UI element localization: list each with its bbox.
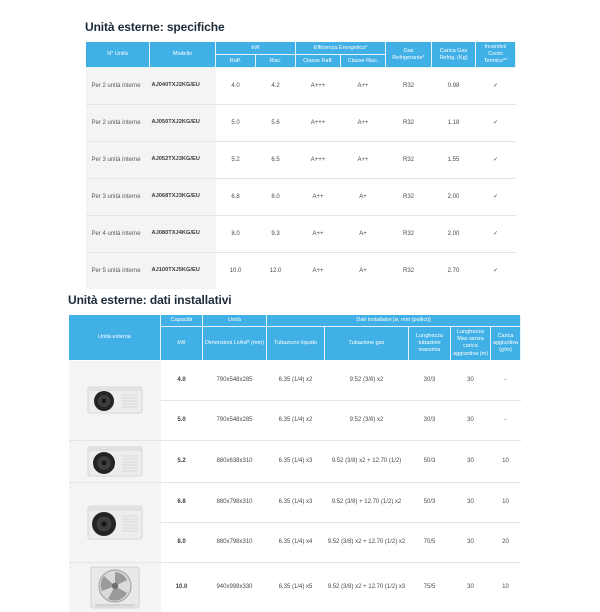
cell-classe-raff: A+++ [296, 142, 341, 179]
col-header-kw-raff: Raff. [216, 55, 256, 68]
cell-capacita: 6.8 [161, 482, 203, 522]
cell-lunghezza-max: 30 [451, 522, 491, 562]
cell-kw-risc: 12.0 [256, 253, 296, 290]
spec-table-row [86, 253, 516, 290]
cell-lunghezza-tubazioni: 50/3 [409, 440, 451, 482]
cell-carica: 1.55 [432, 142, 476, 179]
cell-dimensioni: 790x548x285 [203, 360, 267, 400]
cell-gas: R32 [386, 253, 432, 290]
col-header-carica-gas: Carica Gas Refrig. (Kg) [432, 42, 476, 68]
cell-tubazione-liquido: 6.35 (1/4) x4 [267, 522, 325, 562]
cell-kw-risc: 6.5 [256, 142, 296, 179]
col-group-efficienza: Efficienza Energetica* [296, 42, 386, 55]
col-header-incentivi: Incentivi/ Conto Termico** [476, 42, 516, 68]
cell-capacita: 8.0 [161, 522, 203, 562]
col-header-classe-raff: Classe Raff. [296, 55, 341, 68]
cell-model: AJ052TXJ3KG/EU [150, 142, 216, 179]
cell-classe-risc: A+ [341, 179, 386, 216]
cell-dimensioni: 790x548x285 [203, 400, 267, 440]
cell-capacita: 10.0 [161, 562, 203, 612]
install-section [68, 293, 520, 612]
col-header-gas: Gas Refrigerante* [386, 42, 432, 68]
cell-capacita: 5.2 [161, 440, 203, 482]
cell-unit-count: Per 2 unità interne [86, 68, 150, 105]
cell-kw-raff: 6.8 [216, 179, 256, 216]
col-header-unit-count: N° Unità [86, 42, 150, 68]
cell-model: AJ080TXJ4KG/EU [150, 216, 216, 253]
incentivo-checkmark: ✓ [476, 68, 516, 105]
cell-tubazione-gas: 9.52 (3/8) x2 + 12.70 (1/2) x2 [325, 522, 409, 562]
outdoor-unit-image [69, 562, 161, 612]
cell-classe-risc: A++ [341, 68, 386, 105]
col-header-lunghezza-tubazioni: Lunghezza tubazioni massima [409, 327, 451, 361]
cell-unit-count: Per 3 unità interne [86, 179, 150, 216]
cell-carica-aggiuntiva: 20 [491, 522, 521, 562]
spec-table-row [86, 68, 516, 105]
cell-lunghezza-max: 30 [451, 440, 491, 482]
install-table-title: Unità esterne: dati installativi [68, 293, 232, 307]
incentivo-checkmark: ✓ [476, 253, 516, 290]
cell-unit-count: Per 4 unità interne [86, 216, 150, 253]
cell-gas: R32 [386, 216, 432, 253]
col-group-kw: kW [216, 42, 296, 55]
cell-kw-risc: 9.3 [256, 216, 296, 253]
col-header-capacita: Capacità [161, 315, 203, 327]
col-header-kw-risc: Risc. [256, 55, 296, 68]
cell-tubazione-gas: 9.52 (3/8) x2 [325, 400, 409, 440]
cell-dimensioni: 940x998x330 [203, 562, 267, 612]
cell-tubazione-gas: 9.52 (3/8) x2 + 12.70 (1/2) [325, 440, 409, 482]
install-table-row [69, 482, 521, 522]
cell-gas: R32 [386, 105, 432, 142]
cell-dimensioni: 880x638x310 [203, 440, 267, 482]
cell-tubazione-liquido: 6.35 (1/4) x2 [267, 360, 325, 400]
cell-tubazione-liquido: 6.35 (1/4) x3 [267, 482, 325, 522]
outdoor-unit-image [69, 440, 161, 482]
incentivo-checkmark: ✓ [476, 179, 516, 216]
cell-lunghezza-tubazioni: 75/5 [409, 562, 451, 612]
cell-gas: R32 [386, 68, 432, 105]
cell-model: AJ040TXJ2KG/EU [150, 68, 216, 105]
col-header-dimensioni: Dimensioni LxAxP (mm) [203, 327, 267, 361]
cell-kw-raff: 5.2 [216, 142, 256, 179]
cell-lunghezza-max: 30 [451, 360, 491, 400]
cell-carica: 2.00 [432, 216, 476, 253]
cell-model: AJ100TXJ5KG/EU [150, 253, 216, 290]
cell-model: AJ050TXJ2KG/EU [150, 105, 216, 142]
spec-table-row [86, 142, 516, 179]
cell-kw-raff: 10.0 [216, 253, 256, 290]
cell-carica-aggiuntiva: - [491, 360, 521, 400]
cell-capacita: 4.0 [161, 360, 203, 400]
spec-table-row [86, 179, 516, 216]
cell-kw-raff: 4.0 [216, 68, 256, 105]
col-header-classe-risc: Classe Risc. [341, 55, 386, 68]
cell-carica: 2.70 [432, 253, 476, 290]
col-header-unita: Unità [203, 315, 267, 327]
col-header-tubazione-liquido: Tubazione liquido [267, 327, 325, 361]
col-header-kw: kW [161, 327, 203, 361]
col-header-lunghezza-max: Lunghezza Max senza carica aggiuntiva (m) [451, 327, 491, 361]
cell-lunghezza-tubazioni: 70/5 [409, 522, 451, 562]
incentivo-checkmark: ✓ [476, 105, 516, 142]
cell-kw-risc: 4.2 [256, 68, 296, 105]
cell-carica-aggiuntiva: - [491, 400, 521, 440]
cell-classe-raff: A+++ [296, 68, 341, 105]
cell-lunghezza-max: 30 [451, 562, 491, 612]
spec-table-row [86, 216, 516, 253]
cell-kw-raff: 8.0 [216, 216, 256, 253]
cell-classe-risc: A+ [341, 216, 386, 253]
cell-lunghezza-max: 30 [451, 482, 491, 522]
cell-lunghezza-tubazioni: 30/3 [409, 400, 451, 440]
cell-tubazione-gas: 9.52 (3/8) x2 [325, 360, 409, 400]
cell-model: AJ068TXJ3KG/EU [150, 179, 216, 216]
col-header-model: Modello [150, 42, 216, 68]
install-table-row [69, 562, 521, 612]
cell-carica-aggiuntiva: 10 [491, 440, 521, 482]
col-header-tubazione-gas: Tubazione gas [325, 327, 409, 361]
cell-carica: 2.00 [432, 179, 476, 216]
col-header-unita-esterna: Unità esterna [69, 315, 161, 361]
spec-section [85, 20, 515, 289]
cell-capacita: 5.0 [161, 400, 203, 440]
cell-gas: R32 [386, 142, 432, 179]
cell-carica-aggiuntiva: 10 [491, 482, 521, 522]
outdoor-unit-image [69, 360, 161, 440]
cell-carica: 0.98 [432, 68, 476, 105]
incentivo-checkmark: ✓ [476, 142, 516, 179]
install-table-row [69, 360, 521, 400]
col-group-dati-installativi: Dati installativi [ø, mm (pollici)] [267, 315, 521, 327]
cell-classe-raff: A++ [296, 253, 341, 290]
cell-tubazione-liquido: 6.35 (1/4) x5 [267, 562, 325, 612]
cell-unit-count: Per 5 unità interne [86, 253, 150, 290]
incentivo-checkmark: ✓ [476, 216, 516, 253]
cell-unit-count: Per 3 unità interne [86, 142, 150, 179]
cell-tubazione-gas: 9.52 (3/8) x2 + 12.70 (1/2) x3 [325, 562, 409, 612]
cell-kw-raff: 5.0 [216, 105, 256, 142]
outdoor-unit-image [69, 482, 161, 562]
spec-table [85, 41, 516, 289]
cell-dimensioni: 880x798x310 [203, 482, 267, 522]
cell-classe-risc: A+ [341, 253, 386, 290]
spec-table-row [86, 105, 516, 142]
cell-classe-raff: A++ [296, 179, 341, 216]
cell-lunghezza-max: 30 [451, 400, 491, 440]
cell-kw-risc: 8.0 [256, 179, 296, 216]
cell-classe-risc: A++ [341, 142, 386, 179]
spec-table-title: Unità esterne: specifiche [85, 20, 225, 34]
cell-carica-aggiuntiva: 10 [491, 562, 521, 612]
cell-unit-count: Per 2 unità interne [86, 105, 150, 142]
cell-classe-raff: A+++ [296, 105, 341, 142]
cell-classe-risc: A++ [341, 105, 386, 142]
cell-tubazione-liquido: 6.35 (1/4) x2 [267, 400, 325, 440]
cell-tubazione-liquido: 6.35 (1/4) x3 [267, 440, 325, 482]
cell-classe-raff: A++ [296, 216, 341, 253]
cell-tubazione-gas: 9.52 (3/8) + 12.70 (1/2) x2 [325, 482, 409, 522]
col-header-carica-aggiuntiva: Carica aggiuntiva (g/m) [491, 327, 521, 361]
cell-carica: 1.18 [432, 105, 476, 142]
cell-kw-risc: 5.6 [256, 105, 296, 142]
cell-lunghezza-tubazioni: 50/3 [409, 482, 451, 522]
cell-lunghezza-tubazioni: 30/3 [409, 360, 451, 400]
install-table [68, 314, 521, 612]
cell-gas: R32 [386, 179, 432, 216]
install-table-row [69, 440, 521, 482]
cell-dimensioni: 880x798x310 [203, 522, 267, 562]
